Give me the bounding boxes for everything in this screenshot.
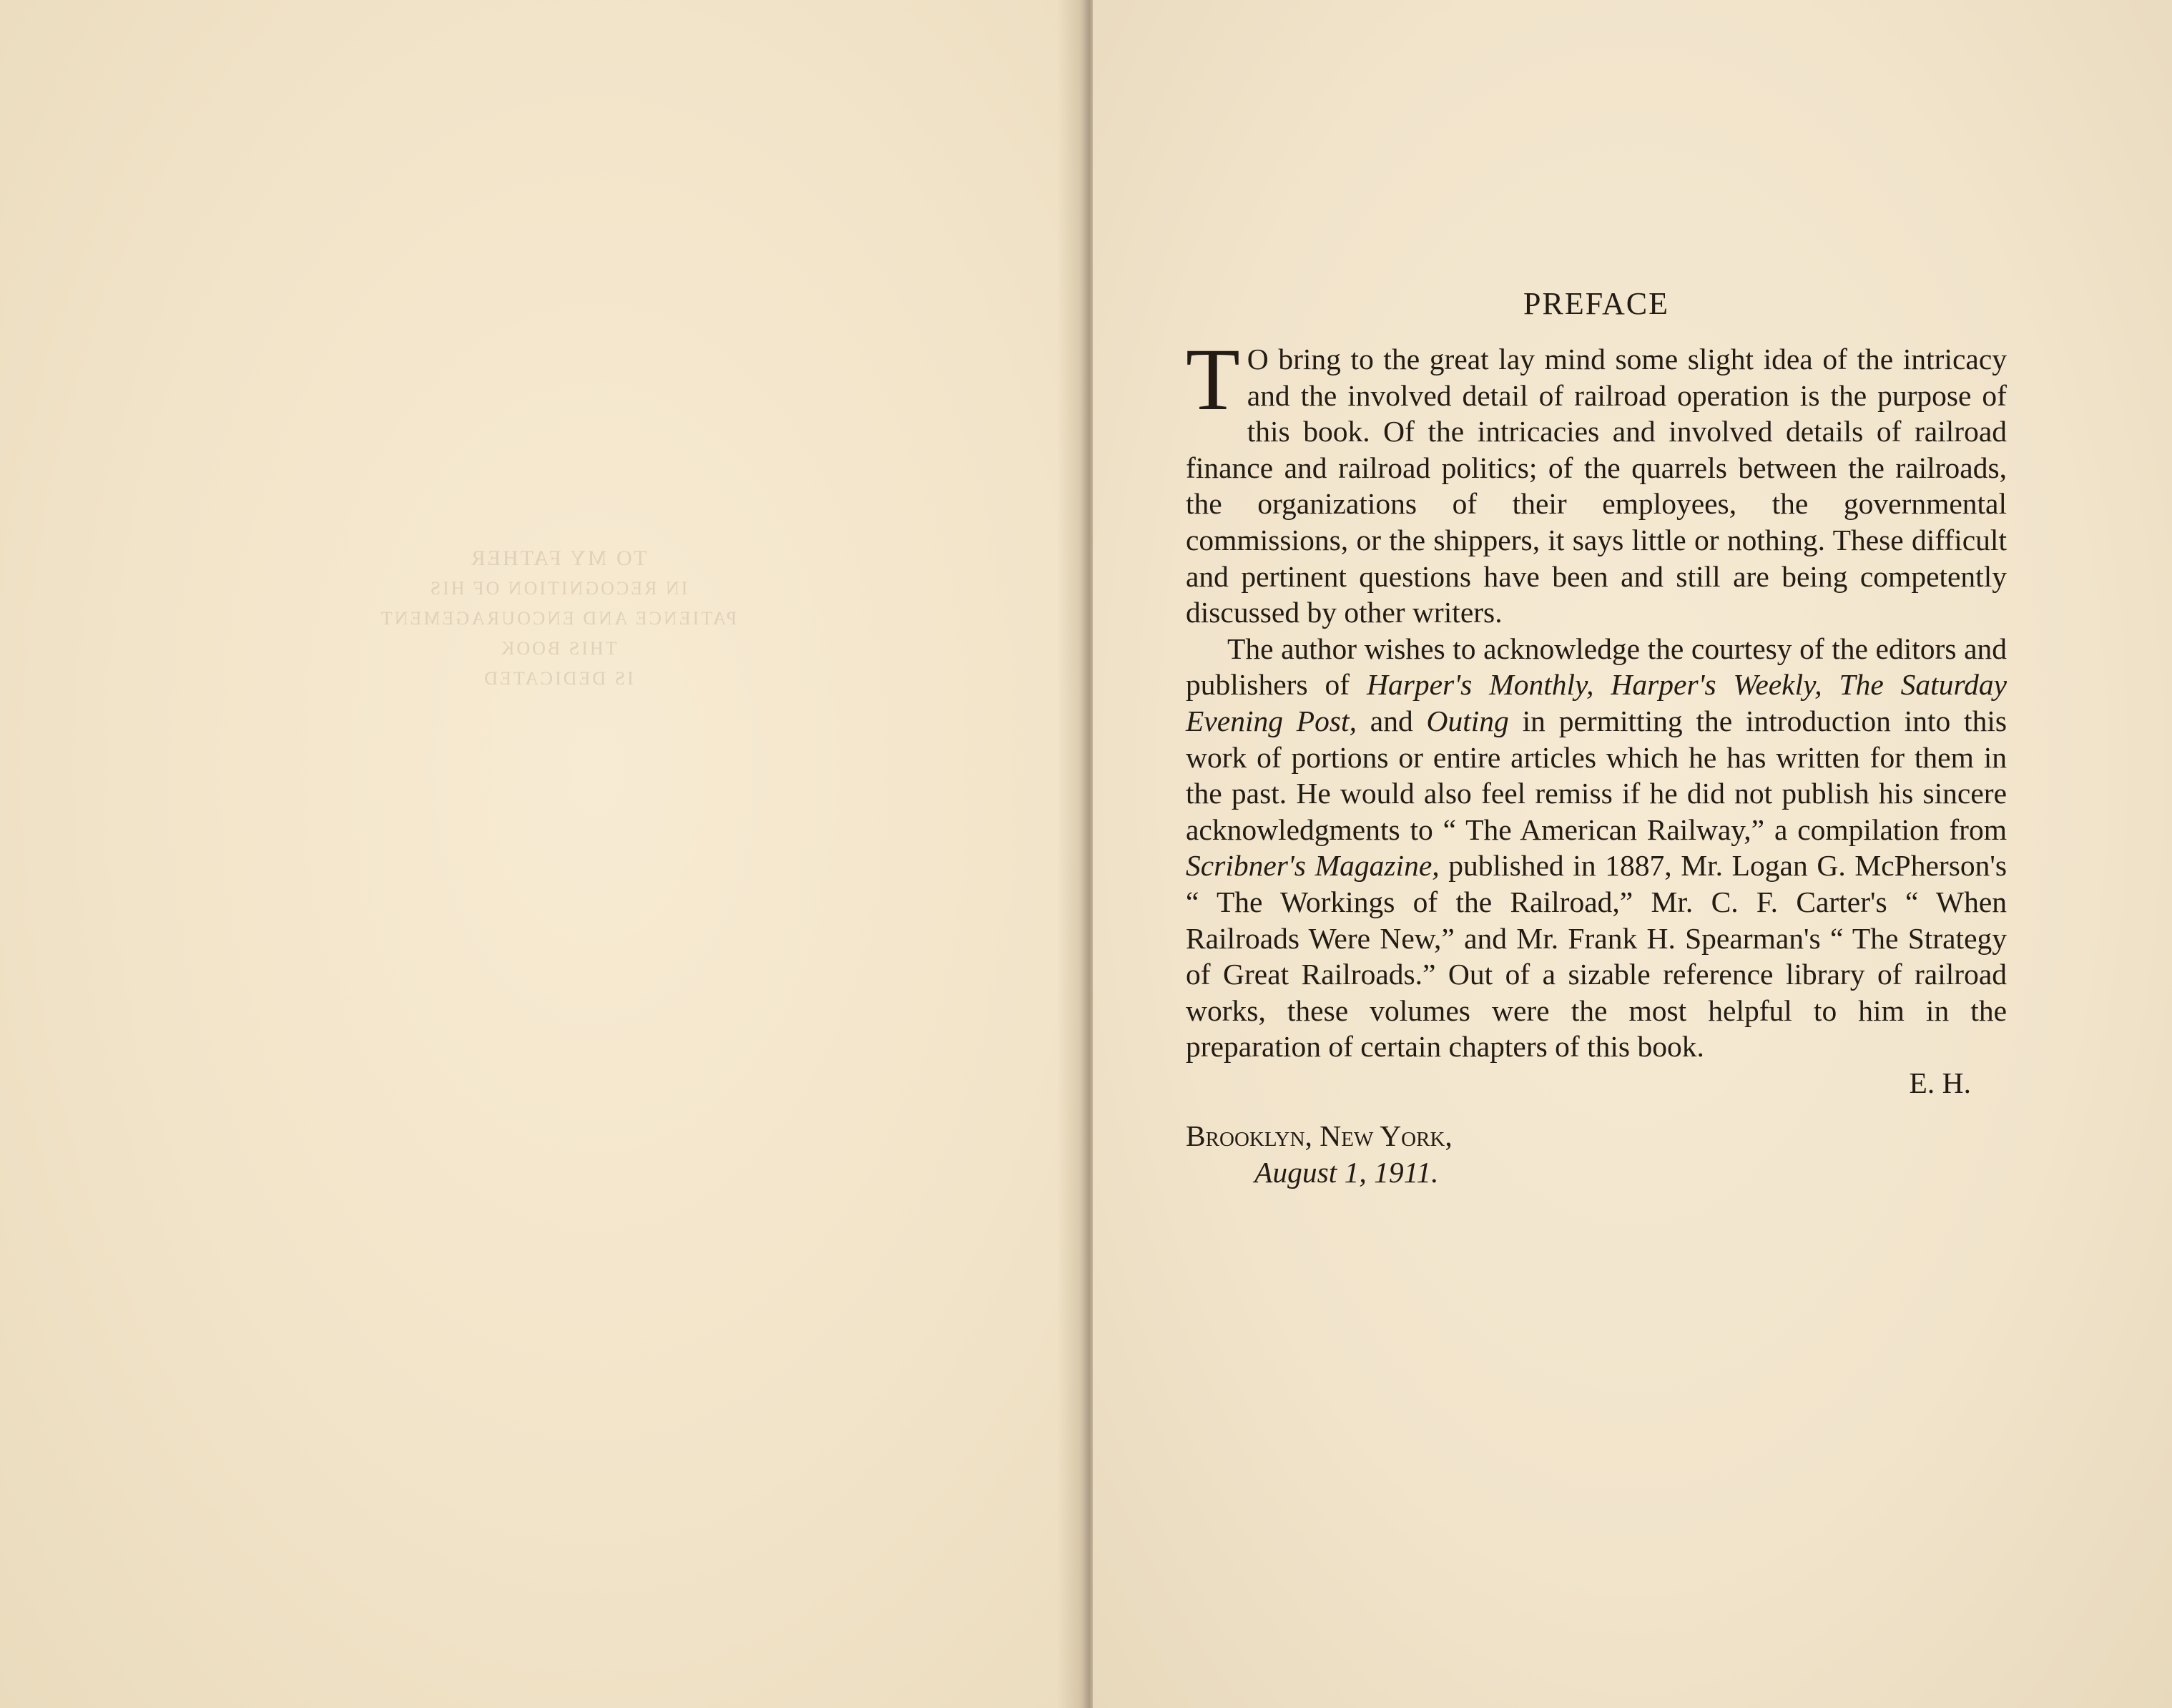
paragraph-2 [1186,631,2007,1065]
left-page [0,0,1081,1708]
bleed-through-dedication [358,544,758,694]
paragraph-2-text: in permitting the introduction into this work of portions or entire articles which he has written for them in the past. He would also feel remiss if he did not publish his sincere acknowledgments to “ The American Railway,” a compilation from [1186,704,2008,846]
italic-title-text: Scribner's Magazine, [1186,849,1440,883]
bleed-line: IS DEDICATED [482,668,634,689]
drop-cap: T [1186,330,1240,428]
paragraph-2-text: and [1356,704,1427,737]
date-line: August 1, 1911. [1254,1156,1439,1189]
paragraph-2-text: The author wishes to acknowledge the courtesy of the editors and publishers of [1186,632,2007,702]
page-title: PREFACE [1523,286,1669,321]
place-line: Brooklyn, New York, [1186,1119,1453,1153]
bleed-line: THIS BOOK [498,638,617,659]
paragraph-2-text: published in 1887, Mr. Logan G. McPherson's “ The Workings of the Railroad,” Mr. C. F. Carter's “ When Railroads Were New,” and Mr. Frank H. Spearman's “ The Strategy of Great Railroads.” Out of a sizable reference library of railroad works, these volumes were the most helpful to him in the preparation of certain chapters of this book. [1186,849,2007,1064]
bleed-line: TO MY FATHER [468,546,647,570]
paragraph-1 [1186,330,2007,631]
italic-title-text: Outing [1426,704,1509,737]
paragraph-1-text: O bring to the great lay mind some slight idea of the intricacy and the involved detail of railroad operation is the purpose of this book. Of the intricacies and involved details of railroad finance and railroad politics; of the quarrels between the railroads, the organizations of their employees, the governmental commissions, or the shippers, it says little or nothing. These difficult and pertinent questions have been and still are being competently discussed by other writers. [1186,343,2007,629]
bleed-line: PATIENCE AND ENCOURAGEMENT [378,608,737,629]
italic-title-text: Harper's Monthly, Harper's Weekly, The Saturday Evening Post, [1186,668,2007,737]
signature: E. H. [1909,1066,1971,1099]
preface-text [1186,283,2007,1191]
bleed-line: IN RECOGNITION OF HIS [428,578,688,599]
